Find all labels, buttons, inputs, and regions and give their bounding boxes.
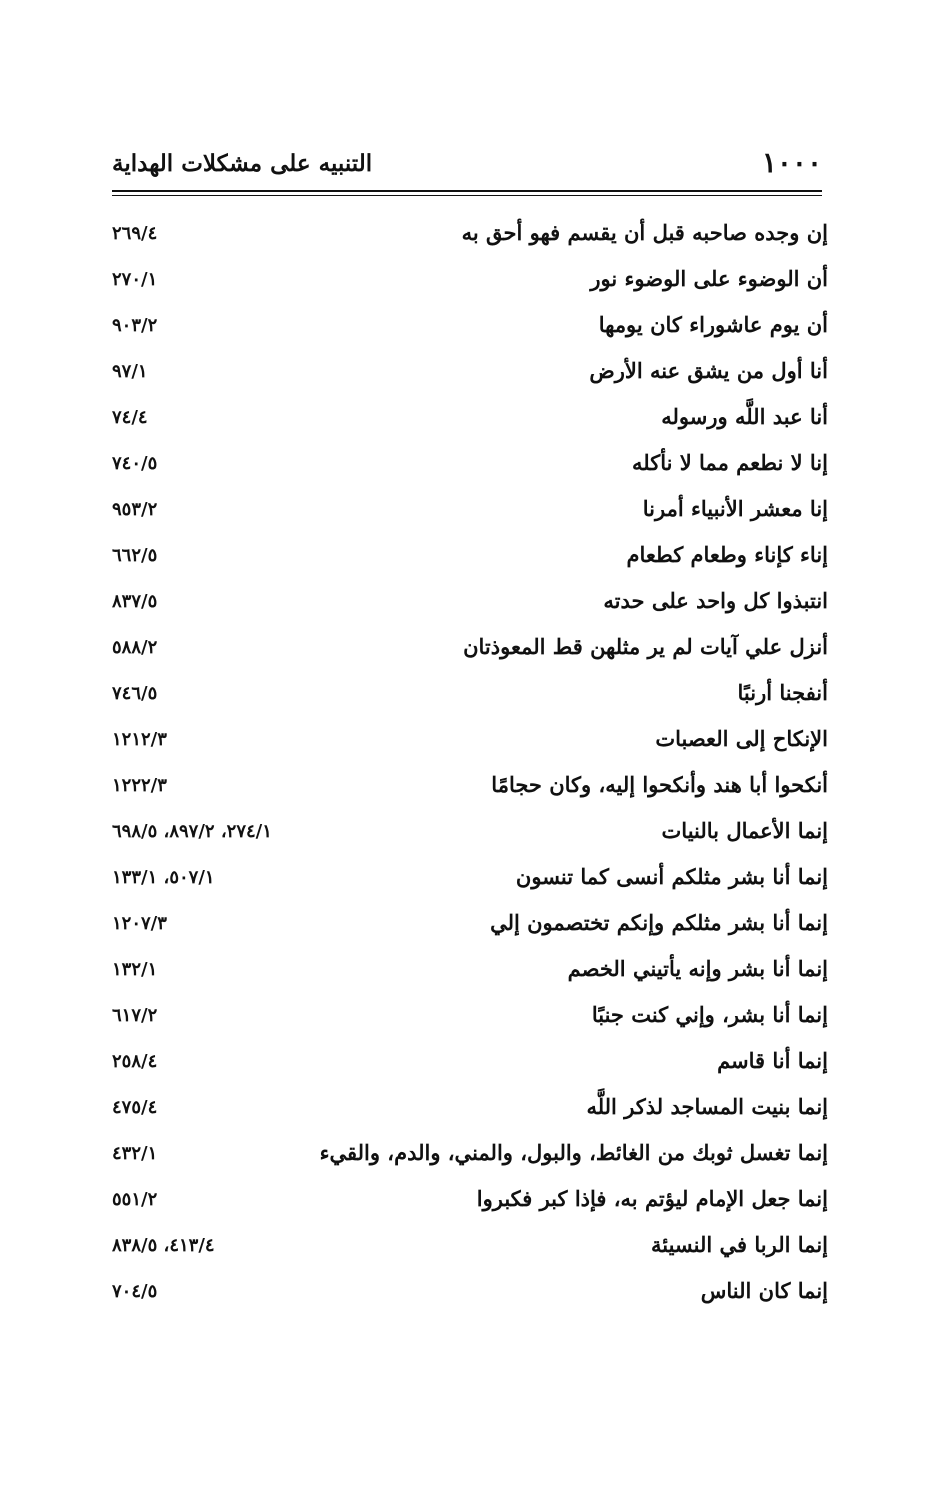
index-row: [112, 1226, 828, 1272]
index-row: [112, 1042, 828, 1088]
volume-page-ref: ٥٠٧/١، ١٣٣/١: [112, 867, 215, 888]
hadith-text: أن يوم عاشوراء كان يومها: [598, 312, 828, 337]
volume-page-ref: ٥٥١/٢: [112, 1189, 158, 1210]
volume-page-ref: ١٢١٢/٣: [112, 729, 167, 750]
volume-page-ref: ٢٥٨/٤: [112, 1051, 158, 1072]
index-row: [112, 628, 828, 674]
volume-page-ref: ١٢٢٢/٣: [112, 775, 167, 796]
volume-page-ref: ٧٠٤/٥: [112, 1281, 158, 1302]
volume-page-ref: ٨٣٧/٥: [112, 591, 158, 612]
page-header: [112, 146, 822, 192]
hadith-text: أنا أول من يشق عنه الأرض: [589, 358, 828, 383]
index-row: [112, 260, 828, 306]
index-row: [112, 306, 828, 352]
index-row: [112, 1088, 828, 1134]
volume-page-ref: ٧٤٦/٥: [112, 683, 158, 704]
index-row: [112, 720, 828, 766]
index-row: [112, 950, 828, 996]
header-rule-thin: [112, 195, 822, 196]
index-row: [112, 582, 828, 628]
volume-page-ref: ٤٣٢/١: [112, 1143, 158, 1164]
volume-page-ref: ٦١٧/٢: [112, 1005, 158, 1026]
hadith-text: إن وجده صاحبه قبل أن يقسم فهو أحق به: [461, 220, 828, 245]
index-row: [112, 1180, 828, 1226]
volume-page-ref: ١٢٠٧/٣: [112, 913, 167, 934]
page-number: ١٠٠٠: [761, 146, 822, 179]
index-row: [112, 1134, 828, 1180]
index-row: [112, 996, 828, 1042]
book-title: التنبيه على مشكلات الهداية: [112, 150, 373, 177]
index-row: [112, 398, 828, 444]
index-row: [112, 352, 828, 398]
hadith-text: إنما الأعمال بالنيات: [661, 818, 828, 843]
volume-page-ref: ٩٠٣/٢: [112, 315, 158, 336]
hadith-text: إنا معشر الأنبياء أمرنا: [642, 496, 828, 521]
hadith-text: إنما كان الناس: [700, 1278, 828, 1303]
hadith-text: أنفجنا أرنبًا: [737, 680, 828, 705]
volume-page-ref: ٩٧/١: [112, 361, 148, 382]
index-row: [112, 536, 828, 582]
hadith-text: أن الوضوء على الوضوء نور: [590, 266, 828, 291]
hadith-index-list: [112, 214, 828, 1318]
index-row: [112, 444, 828, 490]
volume-page-ref: ١٣٢/١: [112, 959, 158, 980]
hadith-text: إنا لا نطعم مما لا نأكله: [631, 450, 828, 475]
index-row: [112, 490, 828, 536]
volume-page-ref: ٥٨٨/٢: [112, 637, 158, 658]
volume-page-ref: ٤١٣/٤، ٨٣٨/٥: [112, 1235, 215, 1256]
index-row: [112, 766, 828, 812]
volume-page-ref: ٢٧٠/١: [112, 269, 158, 290]
index-row: [112, 858, 828, 904]
hadith-text: إناء كإناء وطعام كطعام: [626, 542, 828, 567]
volume-page-ref: ٩٥٣/٢: [112, 499, 158, 520]
volume-page-ref: ٢٧٤/١، ٨٩٧/٢، ٦٩٨/٥: [112, 821, 272, 842]
volume-page-ref: ٧٤/٤: [112, 407, 148, 428]
hadith-text: إنما جعل الإمام ليؤتم به، فإذا كبر فكبروا: [476, 1186, 828, 1211]
volume-page-ref: ٤٧٥/٤: [112, 1097, 158, 1118]
hadith-text: إنما أنا قاسم: [717, 1048, 828, 1073]
index-row: [112, 674, 828, 720]
hadith-text: إنما أنا بشر مثلكم وإنكم تختصمون إلي: [490, 910, 828, 935]
header-rule-thick: [112, 190, 822, 192]
index-row: [112, 812, 828, 858]
volume-page-ref: ٦٦٢/٥: [112, 545, 158, 566]
hadith-text: أنزل علي آيات لم ير مثلهن قط المعوذتان: [463, 634, 828, 659]
hadith-text: إنما أنا بشر مثلكم أنسى كما تنسون: [515, 864, 828, 889]
hadith-text: إنما الربا في النسيئة: [651, 1232, 828, 1257]
hadith-text: إنما أنا بشر وإنه يأتيني الخصم: [567, 956, 828, 981]
volume-page-ref: ٢٦٩/٤: [112, 223, 158, 244]
index-row: [112, 904, 828, 950]
hadith-text: إنما أنا بشر، وإني كنت جنبًا: [591, 1002, 828, 1027]
hadith-text: أنكحوا أبا هند وأنكحوا إليه، وكان حجامًا: [491, 772, 828, 797]
hadith-text: إنما تغسل ثوبك من الغائط، والبول، والمني، والدم، والقيء: [319, 1140, 828, 1165]
volume-page-ref: ٧٤٠/٥: [112, 453, 158, 474]
hadith-text: انتبذوا كل واحد على حدته: [603, 588, 828, 613]
index-row: [112, 214, 828, 260]
index-row: [112, 1272, 828, 1318]
hadith-text: إنما بنيت المساجد لذكر اللَّه: [586, 1094, 828, 1119]
hadith-text: أنا عبد اللَّه ورسوله: [661, 404, 828, 429]
hadith-text: الإنكاح إلى العصبات: [655, 726, 828, 751]
